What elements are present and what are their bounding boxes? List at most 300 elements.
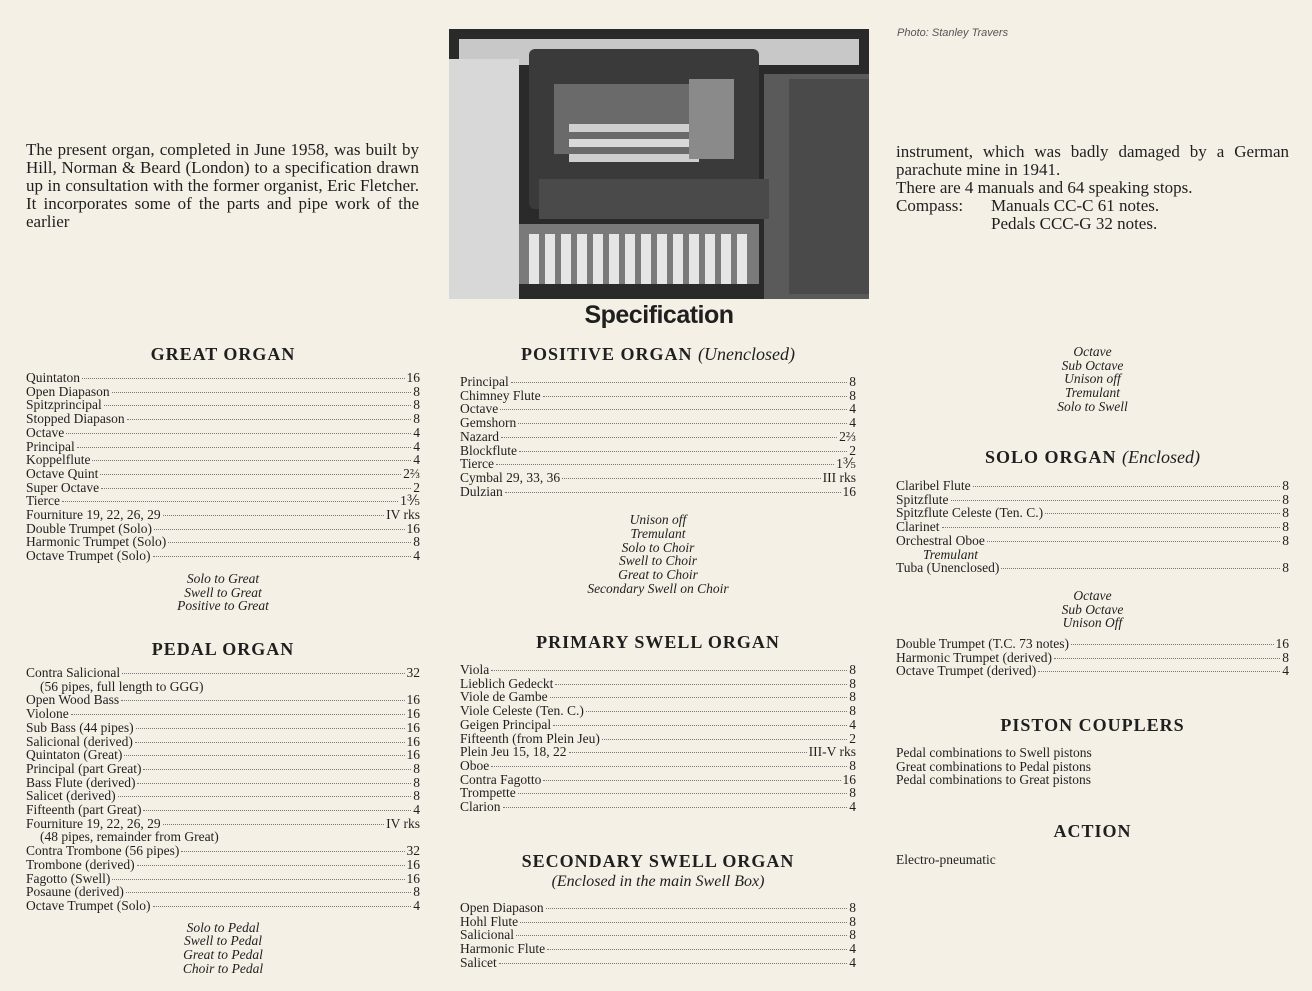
pedal-organ-section (26, 639, 420, 975)
solo-organ-subtitle: (Enclosed) (1122, 447, 1200, 467)
piston-couplers-section (896, 715, 1289, 787)
dot-leader (122, 673, 404, 674)
stop-name: Contra Trombone (56 pipes) (26, 843, 180, 859)
stop-row (26, 721, 420, 735)
primary-swell-stop-list (460, 663, 856, 814)
stop-row (460, 718, 856, 732)
stop-name: Octave (460, 401, 499, 417)
stop-name: Dulzian (460, 483, 503, 499)
stop-row (896, 520, 1289, 534)
stop-row (460, 928, 856, 942)
stop-row (26, 776, 420, 790)
stop-row (26, 371, 420, 385)
stop-name: Double Trumpet (T.C. 73 notes) (896, 636, 1069, 652)
dot-leader (163, 515, 384, 516)
stop-name: Salicional (460, 927, 514, 943)
solo-tuba (896, 561, 1289, 575)
dot-leader (71, 714, 405, 715)
coupler-line: Unison off (1064, 371, 1121, 387)
coupler-line: Unison Off (1062, 615, 1123, 631)
stop-name: Trompette (460, 785, 516, 801)
dot-leader (500, 409, 847, 410)
intro-right (896, 143, 1289, 233)
stop-name: Harmonic Trumpet (Solo) (26, 534, 167, 550)
stop-row (460, 759, 856, 773)
stop-name: Fourniture 19, 22, 26, 29 (26, 507, 161, 523)
organ-console-image (449, 29, 869, 299)
stop-name: Bass Flute (derived) (26, 774, 136, 790)
stop-name: Open Wood Bass (26, 692, 120, 708)
dot-leader (543, 780, 840, 781)
solo-organ-heading (896, 447, 1289, 468)
coupler-line: Solo to Swell (1057, 398, 1128, 414)
stop-row (896, 506, 1289, 520)
stop-pitch: 8 (1282, 478, 1289, 493)
coupler-line: Solo to Great (186, 570, 260, 586)
compass-label: Compass: (896, 196, 964, 215)
coupler-line: Great to Pedal (183, 947, 263, 963)
dot-leader (505, 492, 841, 493)
stop-row (26, 872, 420, 886)
intro-left (26, 141, 419, 231)
stop-note: (48 pipes, remainder from Great) (40, 829, 219, 845)
stop-pitch: 4 (413, 438, 420, 454)
stop-pitch: 4 (849, 415, 856, 431)
positive-organ-subtitle: (Unenclosed) (698, 344, 795, 364)
stop-row (460, 471, 856, 485)
compass-block (896, 197, 1289, 233)
stop-pitch: 8 (413, 884, 420, 900)
stop-pitch: 8 (413, 411, 420, 427)
stop-pitch: 16 (406, 370, 420, 385)
stop-name: Cymbal 29, 33, 36 (460, 469, 561, 485)
stop-row (26, 467, 420, 481)
solo-couplers (896, 589, 1289, 630)
stop-pitch: 4 (413, 548, 420, 564)
stop-pitch: 16 (842, 483, 856, 499)
secondary-swell-stop-list (460, 901, 856, 970)
dot-leader (518, 423, 847, 424)
stop-row (460, 773, 856, 787)
positive-organ-section (460, 344, 856, 596)
coupler-line: Swell to Choir (618, 553, 697, 569)
stop-row (26, 748, 420, 762)
stop-pitch: 8 (1282, 649, 1289, 665)
stop-row (26, 398, 420, 412)
stop-pitch: III rks (822, 469, 856, 485)
stop-row (26, 735, 420, 749)
pedal-stop-list (26, 666, 420, 913)
stop-pitch: 4 (849, 941, 856, 957)
dot-leader (112, 879, 404, 880)
action-section (896, 821, 1289, 867)
stop-pitch: 8 (413, 788, 420, 804)
dot-leader (503, 807, 848, 808)
stop-name: Stopped Diapason (26, 411, 125, 427)
piston-couplers-list (896, 746, 1289, 787)
coupler-line: Tremulant (1064, 385, 1120, 401)
piston-coupler-line: Pedal combinations to Great pistons (896, 772, 1091, 788)
dot-leader (511, 382, 848, 383)
stop-row (26, 858, 420, 872)
stop-name: Tierce (460, 456, 494, 472)
swell-couplers (896, 345, 1289, 414)
stop-pitch: 8 (849, 927, 856, 943)
stop-name: Salicet (460, 954, 497, 970)
dot-leader (553, 725, 847, 726)
intro-right-p1: instrument, which was badly damaged by a German parachute mine in 1941. (896, 142, 1289, 179)
stop-name: Double Trumpet (Solo) (26, 520, 153, 536)
stop-name: Plein Jeu 15, 18, 22 (460, 744, 567, 760)
stop-pitch: 16 (406, 733, 420, 749)
stop-pitch: 16 (406, 520, 420, 536)
stop-name: Koppelflute (26, 452, 91, 468)
dot-leader (501, 437, 837, 438)
stop-row (26, 830, 420, 844)
stop-note: (56 pipes, full length to GGG) (40, 678, 204, 694)
dot-leader (153, 906, 412, 907)
stop-name: Spitzprincipal (26, 397, 102, 413)
stop-name: Clarinet (896, 519, 940, 535)
organ-console-photo (449, 29, 869, 299)
stop-row (460, 800, 856, 814)
stop-name: Fifteenth (from Plein Jeu) (460, 730, 600, 746)
stop-pitch: 16 (406, 856, 420, 872)
stop-pitch: 4 (849, 954, 856, 970)
coupler-line: Choir to Pedal (182, 960, 264, 976)
dot-leader (137, 783, 411, 784)
coupler-line: Secondary Swell on Choir (587, 580, 729, 596)
stop-row (26, 440, 420, 454)
stop-pitch: 16 (406, 870, 420, 886)
dot-leader (121, 700, 404, 701)
stop-row (460, 430, 856, 444)
stop-row (460, 745, 856, 759)
dot-leader (518, 793, 847, 794)
solo-organ-title: SOLO ORGAN (985, 447, 1117, 467)
coupler-line: Solo to Choir (621, 539, 695, 555)
dot-leader (143, 769, 411, 770)
stop-pitch: 4 (849, 799, 856, 815)
stop-row (26, 789, 420, 803)
pedal-organ-heading: PEDAL ORGAN (151, 639, 295, 659)
stop-row (460, 956, 856, 970)
compass-manuals: Manuals CC-C 61 notes. (991, 196, 1160, 215)
stop-name: Contra Fagotto (460, 771, 542, 787)
dot-leader (153, 556, 412, 557)
solo-tremulant: Tremulant (923, 546, 979, 562)
great-organ-section (26, 344, 420, 613)
stop-name: Tuba (Unenclosed) (896, 560, 1000, 576)
stop-row (896, 561, 1289, 575)
stop-name: Principal (part Great) (26, 760, 142, 776)
stop-pitch: 8 (849, 757, 856, 773)
dot-leader (104, 405, 412, 406)
stop-pitch: 4 (413, 452, 420, 468)
stop-row (26, 899, 420, 913)
specification-title: Specification (584, 301, 734, 329)
stop-pitch: 4 (849, 401, 856, 417)
stop-row (26, 803, 420, 817)
stop-name: Super Octave (26, 479, 100, 495)
stop-row (26, 762, 420, 776)
stop-name: Octave Trumpet (Solo) (26, 548, 151, 564)
stop-pitch: 8 (849, 387, 856, 403)
solo-organ-section (896, 447, 1289, 678)
stop-name: Octave Trumpet (Solo) (26, 897, 151, 913)
stop-name: Octave Quint (26, 465, 99, 481)
stop-name: Fifteenth (part Great) (26, 802, 142, 818)
stop-pitch: 2 (849, 442, 856, 458)
stop-pitch: 8 (849, 785, 856, 801)
stop-pitch: 8 (413, 760, 420, 776)
dot-leader (543, 396, 848, 397)
stop-name: Salicet (derived) (26, 788, 116, 804)
dot-leader (181, 851, 404, 852)
stop-row (460, 732, 856, 746)
coupler-line: Swell to Pedal (184, 933, 262, 949)
dot-leader (101, 488, 411, 489)
stop-row (460, 942, 856, 956)
stop-row (460, 663, 856, 677)
stop-pitch: 8 (849, 374, 856, 389)
stop-name: Quintaton (26, 370, 80, 385)
intro-left-text: The present organ, completed in June 1958, was built by Hill, Norman & Beard (London) to a specification drawn up in consultation with the former organist, Eric Fletcher. It incorporates some of the parts and pipe work of the earlier (26, 140, 419, 231)
dot-leader (112, 392, 412, 393)
dot-leader (154, 529, 404, 530)
photo-credit: Photo: Stanley Travers (897, 27, 1009, 39)
stop-row (26, 426, 420, 440)
stop-name: Hohl Flute (460, 913, 519, 929)
secondary-swell-section (460, 851, 856, 970)
stop-name: Chimney Flute (460, 387, 541, 403)
stop-row (26, 412, 420, 426)
stop-name: Principal (26, 438, 75, 454)
stop-row (896, 534, 1289, 548)
stop-pitch: 8 (849, 662, 856, 677)
stop-row (896, 651, 1289, 665)
stop-pitch: 4 (413, 897, 420, 913)
coupler-line: Positive to Great (177, 598, 269, 614)
coupler-line: Sub Octave (1061, 601, 1124, 617)
dot-leader (1001, 568, 1280, 569)
stop-name: Claribel Flute (896, 478, 971, 493)
stop-pitch: 8 (1282, 505, 1289, 521)
stop-pitch: 8 (849, 689, 856, 705)
coupler-line: Solo to Pedal (186, 919, 260, 935)
pedal-couplers (26, 921, 420, 976)
stop-pitch: 4 (413, 802, 420, 818)
dot-leader (602, 739, 847, 740)
stop-pitch: 8 (1282, 532, 1289, 548)
dot-leader (491, 766, 847, 767)
stop-pitch: 16 (406, 706, 420, 722)
dot-leader (77, 447, 412, 448)
stop-row (460, 389, 856, 403)
stop-name: Open Diapason (460, 900, 544, 915)
stop-name: Viole Celeste (Ten. C.) (460, 703, 584, 719)
stop-pitch: 16 (406, 747, 420, 763)
primary-swell-heading: PRIMARY SWELL ORGAN (536, 632, 780, 652)
stop-name: Gemshorn (460, 415, 517, 431)
stop-pitch: 1⅗ (400, 493, 420, 509)
stop-pitch: III-V rks (808, 744, 856, 760)
dot-leader (546, 908, 848, 909)
great-organ-heading: GREAT ORGAN (150, 344, 296, 364)
stop-pitch: 8 (413, 383, 420, 399)
stop-name: Sub Bass (44 pipes) (26, 719, 134, 735)
dot-leader (499, 963, 848, 964)
stop-pitch: 8 (849, 703, 856, 719)
piston-coupler-line: Great combinations to Pedal pistons (896, 758, 1091, 774)
dot-leader (987, 541, 1280, 542)
stop-name: Nazard (460, 428, 499, 444)
stop-row (460, 690, 856, 704)
dot-leader (1071, 644, 1274, 645)
stop-row (26, 666, 420, 680)
stop-row (896, 493, 1289, 507)
dot-leader (555, 684, 847, 685)
stop-name: Open Diapason (26, 383, 110, 399)
stop-pitch: 8 (413, 774, 420, 790)
dot-leader (1038, 671, 1280, 672)
stop-pitch: 1⅗ (836, 456, 856, 472)
secondary-swell-subtitle: (Enclosed in the main Swell Box) (551, 873, 765, 890)
dot-leader (168, 542, 411, 543)
stop-name: Fagotto (Swell) (26, 870, 111, 886)
dot-leader (973, 486, 1281, 487)
dot-leader (586, 711, 847, 712)
dot-leader (118, 796, 412, 797)
dot-leader (942, 527, 1281, 528)
dot-leader (126, 892, 411, 893)
coupler-line: Tremulant (630, 526, 686, 542)
stop-name: Posaune (derived) (26, 884, 124, 900)
stop-name: Viola (460, 662, 490, 677)
dot-leader (951, 500, 1281, 501)
stop-row (26, 549, 420, 563)
stop-name: Octave (26, 424, 65, 440)
stop-row (460, 704, 856, 718)
stop-row (460, 375, 856, 389)
secondary-swell-heading: SECONDARY SWELL ORGAN (521, 851, 795, 871)
stop-row (26, 693, 420, 707)
stop-row (26, 844, 420, 858)
stop-row (26, 680, 420, 694)
coupler-line: Great to Choir (618, 567, 698, 583)
compass-pedals: Pedals CCC-G 32 notes. (991, 214, 1158, 233)
stop-pitch: 32 (406, 843, 420, 859)
dot-leader (127, 419, 412, 420)
dot-leader (519, 451, 847, 452)
stop-name: Geigen Principal (460, 716, 552, 732)
stop-pitch: 32 (406, 665, 420, 680)
action-heading: ACTION (1053, 821, 1132, 841)
stop-pitch: 16 (406, 692, 420, 708)
dot-leader (1045, 513, 1280, 514)
stop-row (460, 677, 856, 691)
dot-leader (516, 935, 847, 936)
stop-name: Harmonic Flute (460, 941, 546, 957)
coupler-line: Unison off (629, 512, 687, 528)
piston-coupler-line: Pedal combinations to Swell pistons (896, 745, 1092, 760)
stop-row (26, 885, 420, 899)
positive-organ-title: POSITIVE ORGAN (521, 344, 693, 364)
stop-name: Spitzflute Celeste (Ten. C.) (896, 505, 1044, 521)
dot-leader (491, 670, 847, 671)
dot-leader (92, 460, 411, 461)
stop-pitch: 16 (1275, 636, 1289, 652)
solo-trumpet-list (896, 637, 1289, 678)
stop-pitch: IV rks (386, 815, 420, 831)
dot-leader (562, 478, 821, 479)
stop-row (896, 637, 1289, 651)
stop-name: Violone (26, 706, 69, 722)
stop-row (26, 817, 420, 831)
dot-leader (66, 433, 411, 434)
stop-name: Lieblich Gedeckt (460, 675, 554, 691)
dot-leader (547, 949, 847, 950)
stop-name: Oboe (460, 757, 490, 773)
stop-row (460, 485, 856, 499)
dot-leader (124, 755, 404, 756)
stop-row (460, 402, 856, 416)
stop-pitch: 8 (1282, 519, 1289, 535)
dot-leader (1054, 658, 1280, 659)
positive-organ-heading (460, 344, 856, 365)
coupler-line: Sub Octave (1061, 357, 1124, 373)
dot-leader (136, 728, 405, 729)
stop-pitch: 2 (849, 730, 856, 746)
positive-stop-list (460, 375, 856, 498)
stop-row (460, 416, 856, 430)
coupler-line: Swell to Great (184, 584, 262, 600)
stop-row (460, 901, 856, 915)
stop-pitch: 8 (413, 397, 420, 413)
stop-pitch: 2⅔ (839, 428, 856, 444)
dot-leader (135, 742, 405, 743)
primary-swell-section (460, 632, 856, 814)
dot-leader (82, 378, 405, 379)
dot-leader (137, 865, 405, 866)
stop-row (460, 444, 856, 458)
stop-pitch: 4 (1282, 663, 1289, 679)
stop-row (896, 664, 1289, 678)
dot-leader (496, 464, 834, 465)
stop-pitch: 16 (842, 771, 856, 787)
stop-pitch: 8 (413, 534, 420, 550)
stop-name: Principal (460, 374, 509, 389)
stop-pitch: 4 (413, 424, 420, 440)
stop-row (460, 786, 856, 800)
stop-pitch: 8 (849, 900, 856, 915)
stop-pitch: 8 (849, 675, 856, 691)
stop-pitch: 8 (1282, 491, 1289, 507)
stop-name: Harmonic Trumpet (derived) (896, 649, 1052, 665)
stop-name: Orchestral Oboe (896, 532, 985, 548)
stop-name: Blockflute (460, 442, 517, 458)
stop-pitch: IV rks (386, 507, 420, 523)
stop-row (26, 535, 420, 549)
dot-leader (163, 824, 384, 825)
piston-couplers-heading: PISTON COUPLERS (1000, 715, 1185, 735)
dot-leader (550, 697, 848, 698)
stop-name: Spitzflute (896, 491, 949, 507)
stop-name: Fourniture 19, 22, 26, 29 (26, 815, 161, 831)
intro-right-p2: There are 4 manuals and 64 speaking stops. (896, 178, 1193, 197)
stop-pitch: 8 (849, 913, 856, 929)
stop-row (26, 494, 420, 508)
